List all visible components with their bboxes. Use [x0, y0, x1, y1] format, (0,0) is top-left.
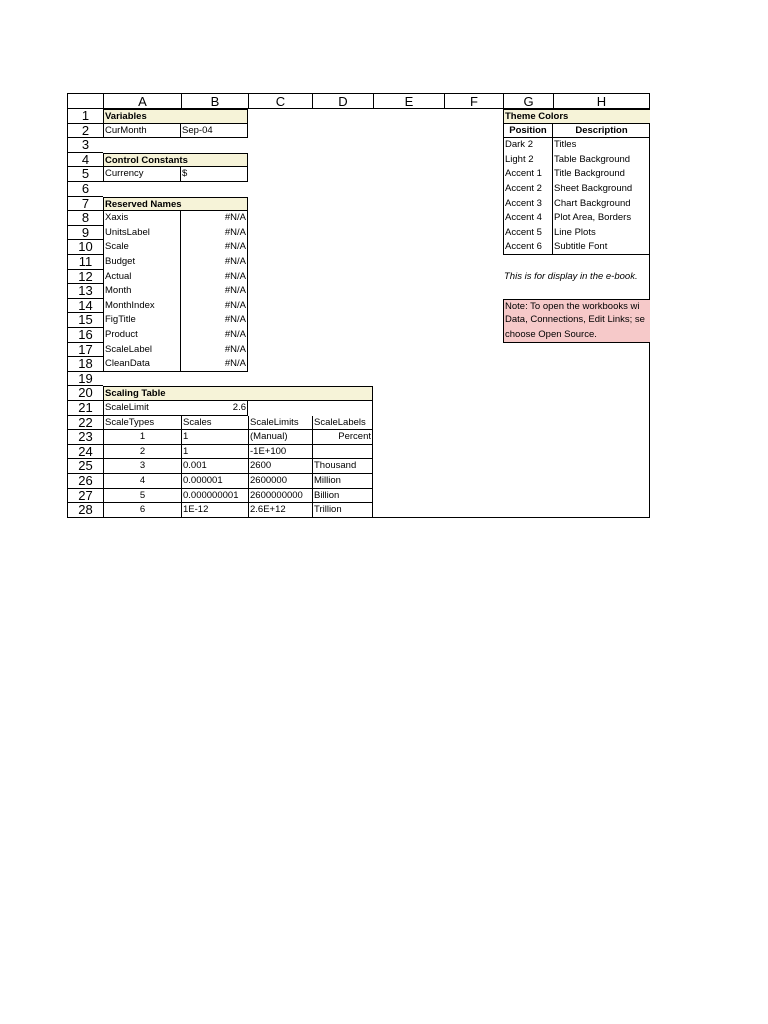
reserved-value[interactable]: #N/A	[181, 226, 248, 241]
row-header-17[interactable]: 17	[67, 343, 103, 358]
theme-description[interactable]: Table Background	[554, 153, 631, 165]
scale-factor[interactable]: 0.000000001	[181, 489, 248, 504]
row-header-20[interactable]: 20	[67, 386, 103, 401]
reserved-name[interactable]: ScaleLabel	[103, 343, 181, 358]
scaling-table-title[interactable]: Scaling Table	[103, 386, 373, 401]
scale-limit-blank[interactable]	[248, 401, 373, 416]
row-header-16[interactable]: 16	[67, 328, 103, 343]
scale-type[interactable]: 4	[103, 474, 181, 489]
row-header-11[interactable]: 11	[67, 255, 103, 270]
reserved-value[interactable]: #N/A	[181, 270, 248, 285]
scaling-header[interactable]: ScaleLabels	[312, 416, 373, 431]
scale-label[interactable]: Trillion	[312, 503, 373, 518]
scale-label[interactable]: Million	[312, 474, 373, 489]
row-header-7[interactable]: 7	[67, 197, 103, 212]
scaling-header[interactable]: ScaleTypes	[103, 416, 181, 431]
scaling-header[interactable]: ScaleLimits	[248, 416, 312, 431]
reserved-name[interactable]: Scale	[103, 240, 181, 255]
variables-title[interactable]: Variables	[103, 109, 248, 124]
scale-type[interactable]: 6	[103, 503, 181, 518]
scale-type[interactable]: 1	[103, 430, 181, 445]
row-header-22[interactable]: 22	[67, 416, 103, 431]
scale-factor[interactable]: 0.001	[181, 459, 248, 474]
scale-limit[interactable]: (Manual)	[248, 430, 312, 445]
reserved-value[interactable]: #N/A	[181, 328, 248, 343]
curmonth-value[interactable]: Sep-04	[181, 124, 248, 139]
currency-value[interactable]: $	[181, 167, 248, 182]
theme-position[interactable]: Accent 1	[503, 167, 553, 182]
scale-label[interactable]: Percent	[312, 430, 373, 445]
scale-factor[interactable]: 0.000001	[181, 474, 248, 489]
reserved-name[interactable]: MonthIndex	[103, 299, 181, 314]
row-header-14[interactable]: 14	[67, 299, 103, 314]
reserved-name[interactable]: Xaxis	[103, 211, 181, 226]
column-header-g[interactable]: G	[503, 93, 553, 109]
reserved-name[interactable]: Actual	[103, 270, 181, 285]
reserved-names-title[interactable]: Reserved Names	[103, 197, 248, 212]
row-header-28[interactable]: 28	[67, 503, 103, 518]
currency-label[interactable]: Currency	[103, 167, 181, 182]
row-header-25[interactable]: 25	[67, 459, 103, 474]
theme-description[interactable]: Title Background	[554, 168, 625, 180]
reserved-value[interactable]: #N/A	[181, 299, 248, 314]
theme-description[interactable]: Sheet Background	[554, 183, 633, 194]
row-header-12[interactable]: 12	[67, 270, 103, 285]
scale-factor[interactable]: 1	[181, 430, 248, 445]
theme-description[interactable]: Plot Area, Borders	[554, 212, 632, 224]
theme-description[interactable]: Subtitle Font	[553, 240, 650, 255]
reserved-value[interactable]: #N/A	[181, 255, 248, 270]
column-header-a[interactable]: A	[103, 93, 181, 109]
row-header-1[interactable]: 1	[67, 109, 103, 124]
scale-limit[interactable]: -1E+100	[248, 445, 312, 460]
display-note[interactable]: This is for display in the e-book.	[504, 270, 638, 282]
scale-limit-label[interactable]: ScaleLimit	[103, 401, 181, 416]
theme-description[interactable]: Chart Background	[554, 197, 631, 209]
row-header-10[interactable]: 10	[67, 240, 103, 255]
open-workbook-note-line-2[interactable]: Data, Connections, Edit Links; se	[503, 313, 650, 328]
reserved-name[interactable]: Product	[103, 328, 181, 343]
reserved-value[interactable]: #N/A	[181, 357, 248, 372]
row-header-18[interactable]: 18	[67, 357, 103, 372]
reserved-value[interactable]: #N/A	[181, 240, 248, 255]
column-header-c[interactable]: C	[248, 93, 312, 109]
row-header-23[interactable]: 23	[67, 430, 103, 445]
reserved-name[interactable]: Month	[103, 284, 181, 299]
row-header-13[interactable]: 13	[67, 284, 103, 299]
theme-position[interactable]: Accent 4	[503, 211, 553, 226]
scale-type[interactable]: 3	[103, 459, 181, 474]
theme-position[interactable]: Accent 3	[503, 197, 553, 212]
scale-factor[interactable]: 1	[181, 445, 248, 460]
row-header-8[interactable]: 8	[67, 211, 103, 226]
reserved-value[interactable]: #N/A	[181, 284, 248, 299]
theme-colors-title[interactable]: Theme Colors	[503, 109, 650, 124]
column-header-f[interactable]: F	[444, 93, 503, 109]
theme-description[interactable]: Line Plots	[554, 226, 596, 238]
row-header-9[interactable]: 9	[67, 226, 103, 241]
reserved-value[interactable]: #N/A	[181, 343, 248, 358]
column-header-b[interactable]: B	[181, 93, 248, 109]
scale-label[interactable]	[312, 445, 373, 460]
reserved-value[interactable]: #N/A	[181, 313, 248, 328]
theme-position[interactable]: Accent 6	[503, 240, 553, 255]
reserved-name[interactable]: CleanData	[103, 357, 181, 372]
open-workbook-note-line-3[interactable]: choose Open Source.	[503, 328, 650, 343]
scale-label[interactable]: Billion	[312, 489, 373, 504]
row-header-6[interactable]: 6	[67, 182, 103, 197]
row-header-5[interactable]: 5	[67, 167, 103, 182]
scale-factor[interactable]: 1E-12	[181, 503, 248, 518]
theme-header-description[interactable]: Description	[553, 124, 650, 139]
scale-type[interactable]: 5	[103, 489, 181, 504]
column-header-h[interactable]: H	[553, 93, 650, 109]
scale-limit[interactable]: 2.6E+12	[248, 503, 312, 518]
theme-position[interactable]: Dark 2	[503, 138, 553, 153]
theme-position[interactable]: Light 2	[503, 153, 553, 168]
select-all-corner[interactable]	[67, 93, 103, 109]
row-header-26[interactable]: 26	[67, 474, 103, 489]
reserved-value[interactable]: #N/A	[181, 211, 248, 226]
row-header-4[interactable]: 4	[67, 153, 103, 168]
scale-limit-value[interactable]: 2.6	[181, 401, 248, 416]
row-header-27[interactable]: 27	[67, 489, 103, 504]
curmonth-label[interactable]: CurMonth	[103, 124, 181, 139]
theme-position[interactable]: Accent 5	[503, 226, 553, 241]
row-header-15[interactable]: 15	[67, 313, 103, 328]
theme-header-position[interactable]: Position	[503, 124, 553, 139]
row-header-2[interactable]: 2	[67, 124, 103, 139]
scaling-header[interactable]: Scales	[181, 416, 248, 431]
theme-position[interactable]: Accent 2	[503, 182, 553, 197]
column-header-d[interactable]: D	[312, 93, 373, 109]
reserved-name[interactable]: Budget	[103, 255, 181, 270]
row-header-19[interactable]: 19	[67, 372, 103, 387]
row-header-21[interactable]: 21	[67, 401, 103, 416]
row-header-24[interactable]: 24	[67, 445, 103, 460]
scale-limit[interactable]: 2600	[248, 459, 312, 474]
control-title[interactable]: Control Constants	[103, 153, 248, 168]
row-header-3[interactable]: 3	[67, 138, 103, 153]
reserved-name[interactable]: FigTitle	[103, 313, 181, 328]
theme-description[interactable]: Titles	[554, 139, 577, 151]
scale-type[interactable]: 2	[103, 445, 181, 460]
scale-limit[interactable]: 2600000	[248, 474, 312, 489]
reserved-name[interactable]: UnitsLabel	[103, 226, 181, 241]
open-workbook-note-line-1[interactable]: Note: To open the workbooks wi	[503, 299, 650, 314]
column-header-e[interactable]: E	[373, 93, 444, 109]
scale-limit[interactable]: 2600000000	[248, 489, 312, 504]
spreadsheet-grid	[67, 93, 650, 516]
scale-label[interactable]: Thousand	[312, 459, 373, 474]
